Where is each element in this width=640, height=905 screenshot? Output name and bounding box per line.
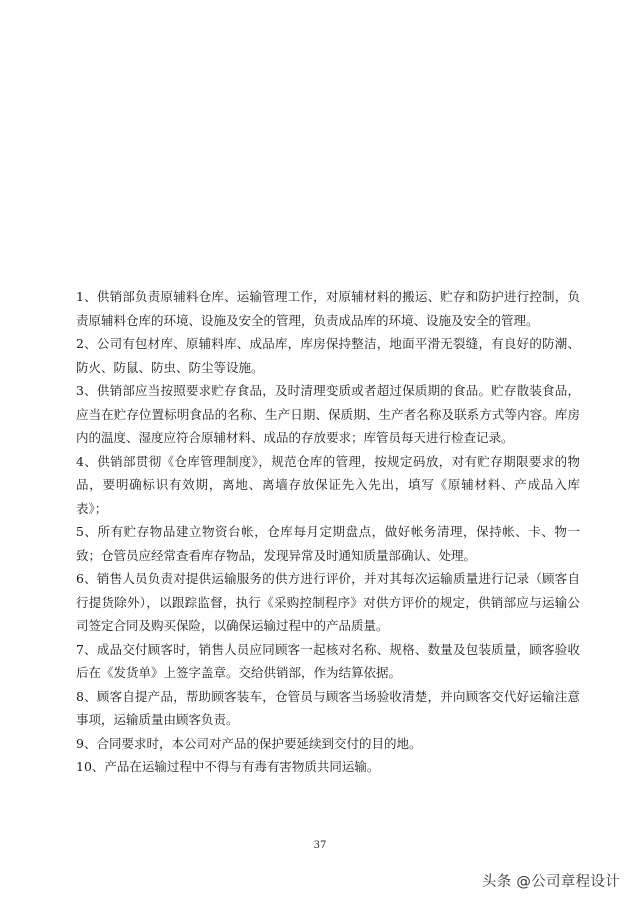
paragraph-6: 6、销售人员负责对提供运输服务的供方进行评价，并对其每次运输质量进行记录（顾客自行提货除外），以跟踪监督，执行《采购控制程序》对供方评价的规定，供销部应与运输公司签定合同及购买保险，以确保运输过程中的产品质量。 bbox=[76, 571, 580, 633]
paragraph-10: 10、产品在运输过程中不得与有毒有害物质共同运输。 bbox=[76, 759, 380, 774]
paragraph-3: 3、供销部应当按照要求贮存食品，及时清理变质或者超过保质期的食品。贮存散装食品，应当在贮存位置标明食品的名称、生产日期、保质期、生产者名称及联系方式等内容。库房内的温度、湿度应符合原辅材料、成品的存放要求；库管员每天进行检查记录。 bbox=[76, 383, 580, 445]
paragraph-7: 7、成品交付顾客时，销售人员应同顾客一起核对名称、规格、数量及包装质量，顾客验收后在《发货单》上签字盖章。交给供销部，作为结算依据。 bbox=[76, 641, 580, 680]
paragraph-1: 1、供销部负责原辅料仓库、运输管理工作，对原辅材料的搬运、贮存和防护进行控制，负责原辅料仓库的环境、设施及安全的管理，负责成品库的环境、设施及安全的管理。 bbox=[76, 289, 580, 328]
page-number: 37 bbox=[313, 840, 327, 851]
watermark-text: 头条 @公司章程设计 bbox=[481, 874, 620, 890]
paragraph-8: 8、顾客自提产品，帮助顾客装车，仓管员与顾客当场验收清楚，并向顾客交代好运输注意事项，运输质量由顾客负责。 bbox=[76, 688, 580, 727]
paragraph-4: 4、供销部贯彻《仓库管理制度》，规范仓库的管理，按规定码放，对有贮存期限要求的物品，要明确标识有效期，离地、离墙存放保证先入先出，填写《原辅材料、产成品入库表》； bbox=[76, 453, 580, 516]
paragraph-5: 5、所有贮存物品建立物资台帐，仓库每月定期盘点，做好帐务清理，保持帐、卡、物一致；仓管员应经常查看库存物品，发现异常及时通知质量部确认、处理。 bbox=[76, 524, 580, 563]
document-body bbox=[76, 285, 580, 779]
paragraph-2: 2、公司有包材库、原辅料库、成品库，库房保持整洁，地面平滑无裂缝，有良好的防潮、防火、防鼠、防虫、防尘等设施。 bbox=[76, 336, 580, 375]
paragraph-9: 9、合同要求时，本公司对产品的保护要延续到交付的目的地。 bbox=[76, 735, 422, 751]
